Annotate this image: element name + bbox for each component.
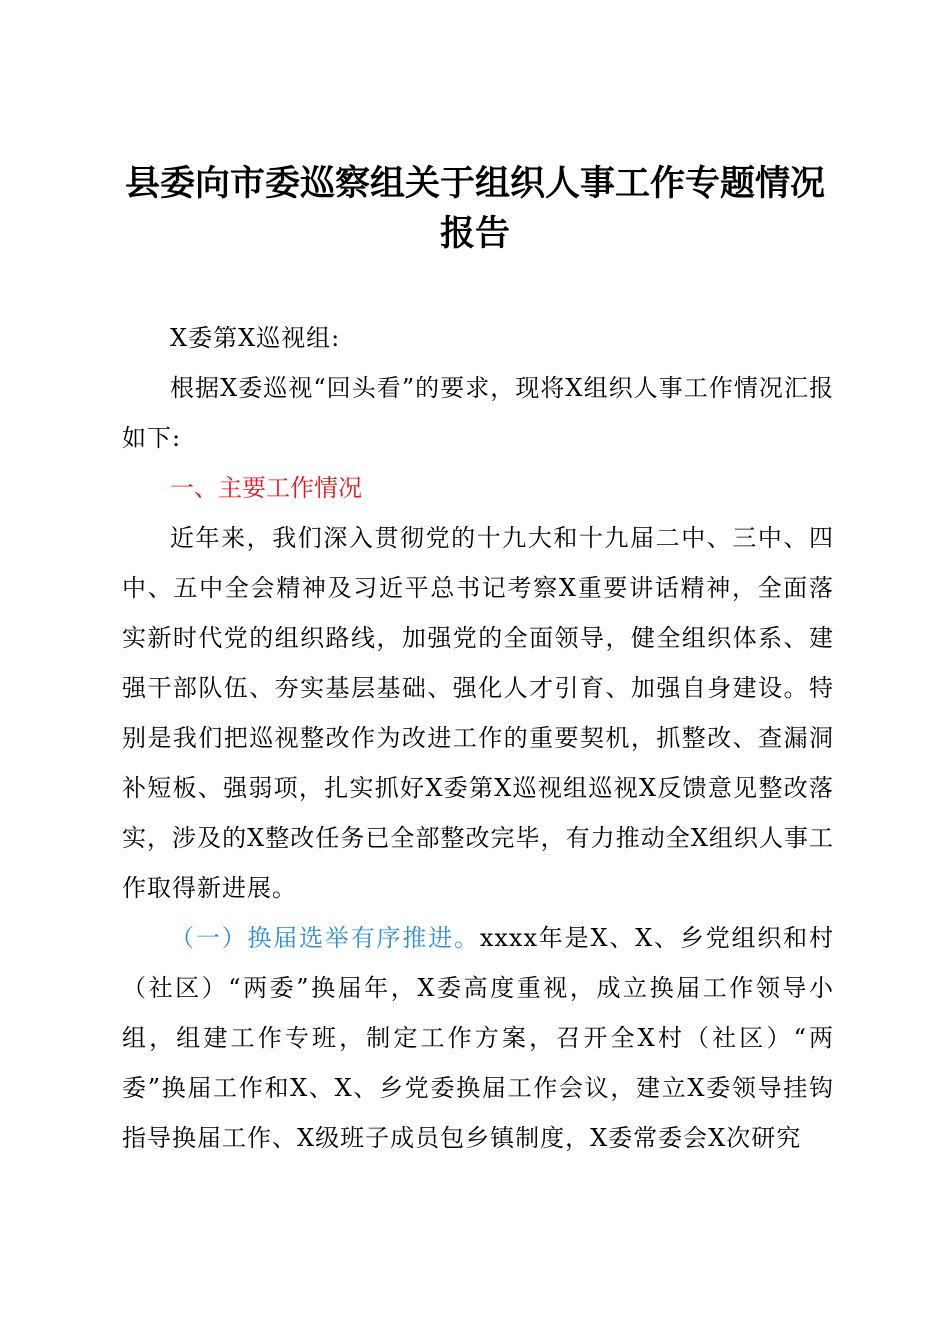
subsection-heading-election: （一）换届选举有序推进。 xyxy=(170,924,480,952)
document-title-line1: 县委向市委巡察组关于组织人事工作专题情况 xyxy=(124,163,825,204)
paragraph-election xyxy=(122,913,834,1163)
greeting: X委第X巡视组: xyxy=(170,324,341,352)
paragraph-intro: 根据X委巡视“回头看”的要求，现将X组织人事工作情况汇报如下: xyxy=(122,374,834,452)
paragraph-election-text: xxxx年是X、X、乡党组织和村（社区）“两委”换届年，X委高度重视，成立换届工作领导小组，组建工作专班，制定工作方案，召开全X村（社区）“两委”换届工作和X、X、乡党委换届工作会议，建立X委领导挂钩指导换届工作、X级班子成员包乡镇制度，X委常委会X次研究 xyxy=(122,924,834,1152)
paragraph-overview: 近年来，我们深入贯彻党的十九大和十九届二中、三中、四中、五中全会精神及习近平总书记考察X重要讲话精神，全面落实新时代党的组织路线，加强党的全面领导，健全组织体系、建强干部队伍、夯实基层基础、强化人才引育、加强自身建设。特别是我们把巡视整改作为改进工作的重要契机，抓整改、查漏洞补短板、强弱项，扎实抓好X委第X巡视组巡视X反馈意见整改落实，涉及的X整改任务已全部整改完毕，有力推动全X组织人事工作取得新进展。 xyxy=(122,524,834,902)
section-heading-main-work: 一、主要工作情况 xyxy=(170,474,362,502)
document-title-line2: 报告 xyxy=(439,213,510,254)
